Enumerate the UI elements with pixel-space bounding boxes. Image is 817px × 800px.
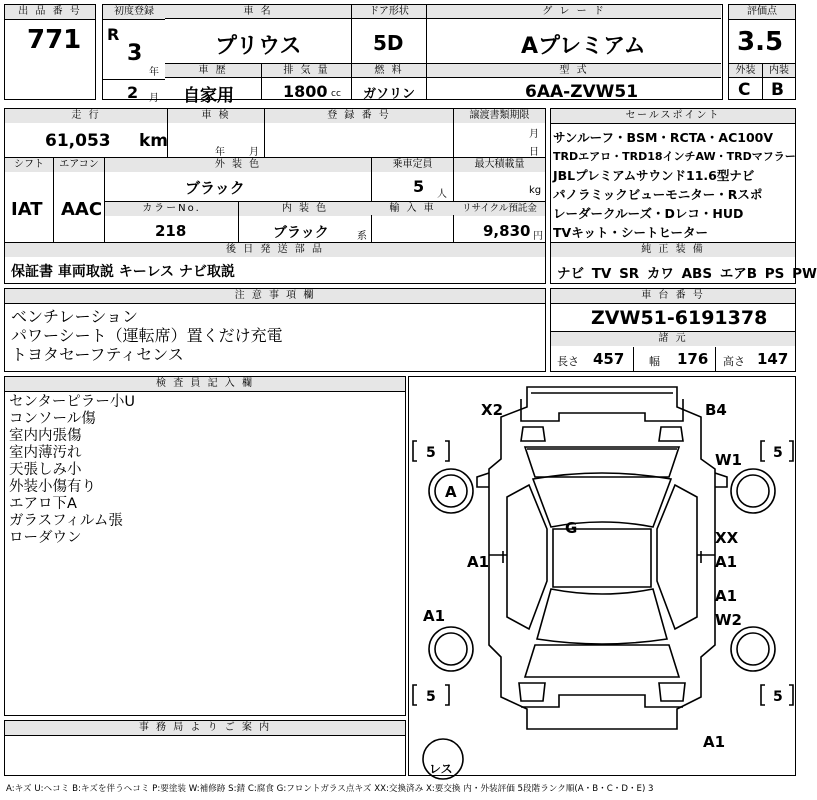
score: 3.5 — [737, 27, 784, 57]
colorno-label: カラーNo. — [105, 202, 238, 216]
insp-year-unit: 年 — [215, 147, 225, 158]
sales-point-line: JBLプレミアムサウンド11.6型ナビ — [553, 168, 755, 183]
sales-points-label: セールスポイント — [551, 109, 795, 124]
insp-month-unit: 月 — [249, 147, 259, 158]
equip-navi: ナビ — [557, 266, 584, 282]
interior-color: ブラック — [273, 225, 329, 241]
score-box — [728, 4, 796, 100]
inspector-line: コンソール傷 — [9, 411, 96, 427]
details-box — [4, 108, 546, 284]
width-label: 幅 — [649, 355, 660, 368]
equipment-label: 純 正 装 備 — [551, 243, 795, 257]
inspector-box — [4, 376, 406, 716]
height-label: 高さ — [723, 355, 745, 368]
interior-grade: B — [771, 80, 784, 100]
lot-label: 出 品 番 号 — [5, 5, 95, 20]
color-label: 外 装 色 — [105, 158, 371, 172]
equip-abs: ABS — [681, 266, 713, 282]
length-label: 長さ — [557, 355, 579, 368]
equip-sr: SR — [619, 266, 640, 282]
door-label: ドア形状 — [352, 5, 426, 19]
recycle-unit: 円 — [533, 231, 543, 242]
car-main-box — [165, 4, 723, 106]
lot-box — [4, 4, 96, 100]
mileage-label: 走 行 — [5, 109, 167, 123]
ac-label: エアコン — [54, 158, 104, 172]
inspector-line: ローダウン — [9, 530, 82, 546]
transfer-month-unit: 月 — [529, 129, 539, 140]
car-diagram — [409, 377, 795, 775]
inspector-line: 外装小傷有り — [9, 479, 96, 495]
equip-ps: PS — [764, 266, 785, 282]
load-unit: kg — [529, 185, 542, 196]
equipment-list — [557, 262, 817, 282]
shift: IAT — [11, 199, 43, 220]
inspector-line: 室内内張傷 — [9, 428, 82, 444]
tire-count-front-left: 5 — [426, 445, 436, 461]
spec-label: 諸 元 — [551, 332, 795, 346]
mileage-unit: km — [139, 131, 169, 151]
history-label-text: 車 歴 — [165, 64, 261, 78]
mark-a1-left-door: A1 — [467, 553, 490, 571]
inspector-line: 天張しみ小 — [9, 462, 82, 478]
equip-tv: TV — [591, 266, 612, 282]
equip-leather: カワ — [646, 266, 674, 282]
width: 176 — [677, 350, 709, 368]
chassis-label: 車 台 番 号 — [551, 289, 795, 304]
sales-point-line: サンルーフ・BSM・RCTA・AC100V — [553, 130, 774, 145]
mileage: 61,053 — [45, 131, 111, 151]
mark-a1-bottom: A1 — [703, 733, 726, 751]
note-line: パワーシート（運転席）置くだけ充電 — [11, 326, 283, 345]
length: 457 — [593, 350, 625, 368]
reg-month: 2 — [127, 83, 139, 102]
first-reg-label: 初度登録 — [103, 5, 165, 20]
recycle-label: リサイクル預託金 — [454, 202, 545, 216]
later-parts: 保証書 車両取説 キーレス ナビ取説 — [11, 264, 235, 280]
capacity-unit: 人 — [437, 189, 447, 200]
inspection-label: 車 検 — [168, 109, 264, 123]
equip-pw: PW — [792, 266, 817, 282]
inspector-line: センターピラー小U — [9, 394, 136, 410]
chassis-box — [550, 288, 796, 372]
mark-a1-left-rear: A1 — [423, 607, 446, 625]
note-line: ベンチレーション — [11, 307, 139, 326]
era: R — [107, 25, 120, 44]
fuel-label: 燃 料 — [352, 64, 426, 78]
capacity: 5 — [413, 177, 425, 196]
displacement-unit: cc — [331, 89, 341, 99]
tire-count-rear-right: 5 — [773, 689, 783, 705]
interior-label: 内装 — [769, 65, 789, 76]
chassis-number: ZVW51-6191378 — [591, 307, 768, 329]
tire-count-front-right: 5 — [773, 445, 783, 461]
transfer-label: 譲渡書類期限 — [454, 109, 545, 123]
model-label: 型 式 — [427, 64, 721, 78]
mark-a1-right-rear: A1 — [715, 587, 738, 605]
lot-number: 771 — [27, 25, 82, 55]
mark-b4: B4 — [705, 401, 727, 419]
import-label: 輸 入 車 — [372, 202, 453, 216]
mark-x2: X2 — [481, 401, 504, 419]
sales-point-line: TRDエアロ・TRD18インチAW・TRDマフラー — [553, 150, 796, 163]
office-label: 事 務 局 よ り ご 案 内 — [5, 721, 405, 736]
legend: A:キズ U:ヘコミ B:キズを伴うヘコミ P:要塗装 W:補修跡 S:錆 C:腐食 G:フロントガラス点キズ XX:交換済み X:要交換 内・外装評価 5段階ランク順(A・B・C・D・E) 3 — [6, 784, 654, 794]
mark-a-front-left: A — [445, 483, 457, 501]
mark-w2: W2 — [715, 611, 742, 629]
door-type: 5D — [373, 31, 404, 55]
color: ブラック — [185, 179, 245, 197]
inspector-line: ガラスフィルム張 — [9, 513, 123, 529]
note-line: トヨタセーフティセンス — [11, 345, 184, 364]
car-diagram-box — [408, 376, 796, 776]
car-name: プリウス — [215, 34, 302, 59]
shift-label: シフト — [5, 158, 53, 172]
reg-year: 3 — [127, 41, 143, 66]
model: 6AA-ZVW51 — [525, 82, 639, 102]
score-label: 評価点 — [729, 5, 795, 20]
mark-xx: XX — [715, 529, 739, 547]
regno-label: 登 録 番 号 — [265, 109, 453, 123]
grade: Aプレミアム — [521, 34, 646, 59]
mark-w1: W1 — [715, 451, 742, 469]
later-parts-label: 後 日 発 送 部 品 — [5, 243, 545, 257]
tire-count-rear-left: 5 — [426, 689, 436, 705]
grade-label: グ レ ー ド — [427, 5, 721, 19]
mark-g: G — [565, 519, 578, 537]
displacement-label: 排 気 量 — [262, 64, 351, 78]
mark-a1-right-front: A1 — [715, 553, 738, 571]
sales-point-line: レーダークルーズ・Dレコ・HUD — [553, 206, 744, 221]
interior-color-unit: 系 — [357, 231, 367, 242]
displacement: 1800 — [283, 82, 328, 101]
transfer-day-unit: 日 — [529, 147, 539, 158]
height: 147 — [757, 350, 789, 368]
month-unit: 月 — [149, 93, 159, 104]
exterior-label: 外装 — [735, 65, 756, 76]
exterior-grade: C — [738, 80, 751, 100]
load-label: 最大積載量 — [454, 158, 545, 172]
colorno: 218 — [155, 222, 187, 240]
notes-label: 注 意 事 項 欄 — [5, 289, 545, 304]
inspector-line: 室内薄汚れ — [9, 445, 82, 461]
interior-color-label: 内 装 色 — [239, 202, 371, 216]
year-unit: 年 — [149, 67, 159, 78]
sales-points-box — [550, 108, 817, 284]
fuel: ガソリン — [363, 87, 416, 102]
office-box — [4, 720, 406, 776]
recycle: 9,830 — [483, 222, 531, 240]
inspector-line: エアロ下A — [9, 496, 77, 512]
sales-point-line: パノラミックビューモニター・Rスポ — [553, 187, 763, 202]
inspector-label: 検 査 員 記 入 欄 — [5, 377, 405, 392]
history: 自家用 — [183, 86, 234, 106]
capacity-label: 乗車定員 — [372, 158, 453, 172]
notes-box — [4, 288, 546, 372]
car-name-label: 車 名 — [165, 5, 351, 19]
ac: AAC — [61, 199, 103, 220]
equip-airbag: エアB — [719, 266, 758, 282]
spare-label: レス — [429, 762, 453, 776]
sales-point-line: TVキット・シートヒーター — [553, 225, 708, 240]
first-reg-box — [102, 4, 166, 104]
